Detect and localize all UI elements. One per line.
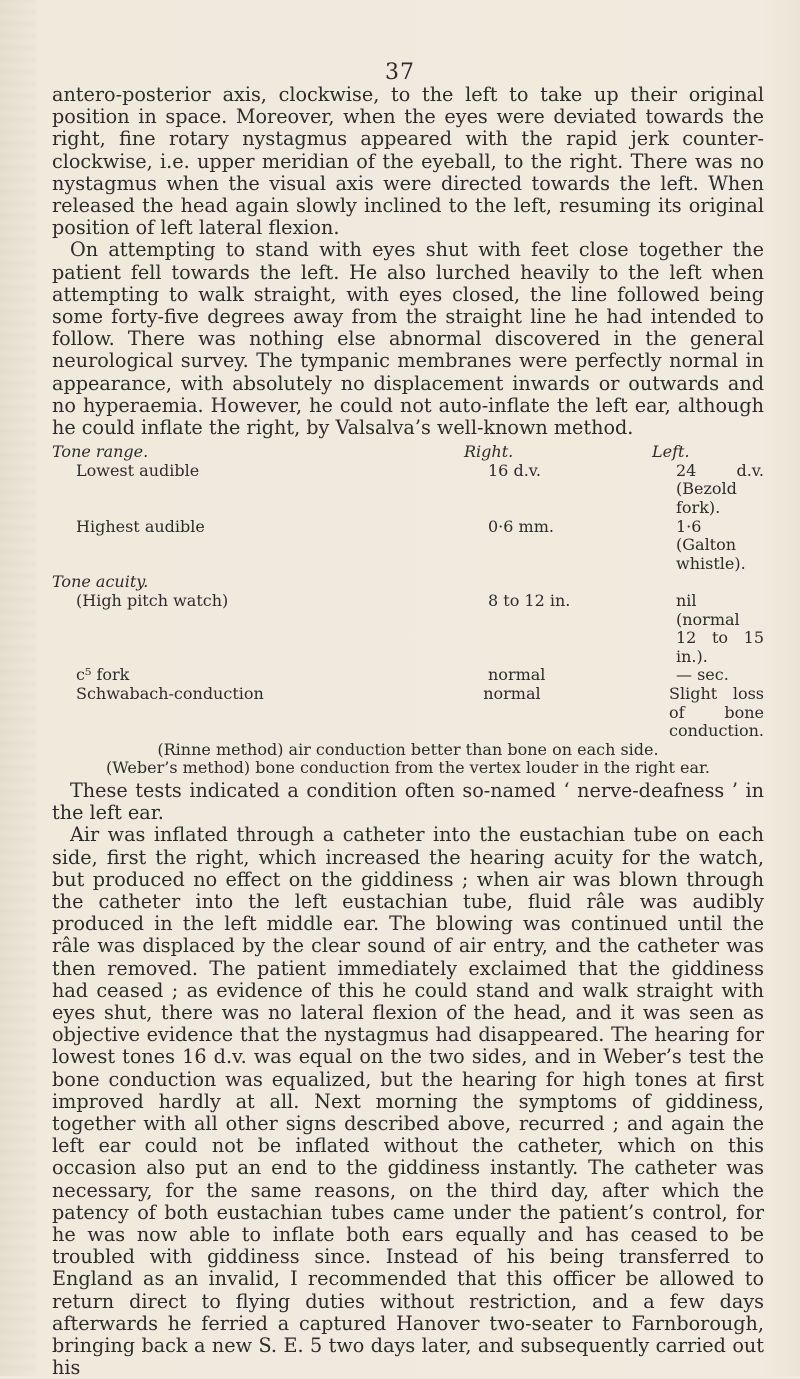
weber-line: (Weber’s method) bone conduction from the vertex louder in the right ear. [106,758,710,778]
right-value: 16 d.v. [488,460,541,480]
left-value: — sec. [676,665,729,685]
left-value: nil (normal 12 to 15 in.). [676,591,764,666]
table-row [52,592,764,666]
left-header: Left. [652,442,690,462]
tone-table-header [52,443,764,462]
paragraph: Air was inflated through a catheter into the eustachian tube on each side, first the right, which increased the hearing acuity for the watch, but produced no effect on the giddiness ; when air was blown through the catheter into the left eustachian tube, fluid râle was audibly produced in the left middle ear. The blowing was continued until the râle was displaced by the clear sound of air entry, and the catheter was then removed. The patient immediately exclaimed that the giddiness had ceased ; as evidence of this he could stand and walk straight with eyes shut, there was no lateral flexion of the head, and it was seen as objective evidence that the nystagmus had disappeared. The hearing for lowest tones 16 d.v. was equal on the two sides, and in Weber’s test the bone conduction was equalized, but the hearing for high tones at first improved hardly at all. Next morning the symptoms of giddiness, together with all other signs described above, recurred ; and again the left ear could not be inflated without the catheter, which on this occasion also put an end to the giddiness instantly. The catheter was necessary, for the same reasons, on the third day, after which the patency of both eustachian tubes came under the patient’s control, for he was now able to inflate both ears equally and has ceased to be troubled with giddiness since. Instead of his being transferred to England as an invalid, I recommended that this officer be allowed to return direct to flying duties without restriction, and a few days afterwards he ferried a captured Hanover two-seater to Farnborough, bringing back a new S. E. 5 two days later, and subsequently carried out his [52,823,764,1379]
left-value: 24 d.v. (Bezold fork). [676,460,764,518]
left-value: 1·6 (Galton whistle). [676,516,746,573]
table-row [52,666,764,685]
right-value: normal [488,665,546,685]
table-row [52,518,764,574]
paragraph: antero-posterior axis, clockwise, to the left to take up their original position in space. Moreover, when the eyes were deviated towards the right, fine rotary nystagmus appeared with the rapid jerk counter-clockwise, i.e. upper meridian of the eyeball, to the right. There was no nystagmus when the visual axis were directed towards the left. When released the head again slowly inclined to the left, resuming its original position of left lateral flexion. [52,83,764,240]
right-value: 0·6 mm. [488,516,554,536]
row-label: Highest audible [76,516,205,536]
table-row [52,462,764,518]
body-text [52,84,764,1379]
tone-acuity-header [52,573,764,592]
left-value: Slight loss of bone conduction. [669,683,764,741]
right-header: Right. [464,442,514,462]
tone-range-label: Tone range. [52,442,149,462]
tone-acuity-label: Tone acuity. [52,572,149,592]
tone-table [52,443,764,778]
row-label: Lowest audible [76,460,200,480]
row-label: c⁵ fork [76,665,130,685]
page-edge-shadow [0,0,36,1376]
paragraph: These tests indicated a condition often so-named ‘ nerve-deafness ’ in the left ear. [52,778,764,825]
page-number: 37 [385,60,415,85]
right-value: normal [483,683,541,703]
row-label: Schwabach-conduction [76,683,264,703]
paragraph: On attempting to stand with eyes shut with feet close together the patient fell towards the left. He also lurched heavily to the left when attempting to walk straight, with eyes closed, the line followed being some forty-five degrees away from the straight line he had intended to follow. There was nothing else abnormal discovered in the general neurological survey. The tympanic membranes were perfectly normal in appearance, with absolutely no displacement inwards or outwards and no hyperaemia. However, he could not auto-inflate the left ear, although he could inflate the right, by Valsalva’s well-known method. [52,238,764,440]
rinne-line: (Rinne method) air conduction better than bone on each side. [157,739,659,759]
right-value: 8 to 12 in. [488,591,571,610]
table-row [52,685,764,741]
row-label: (High pitch watch) [76,591,229,610]
